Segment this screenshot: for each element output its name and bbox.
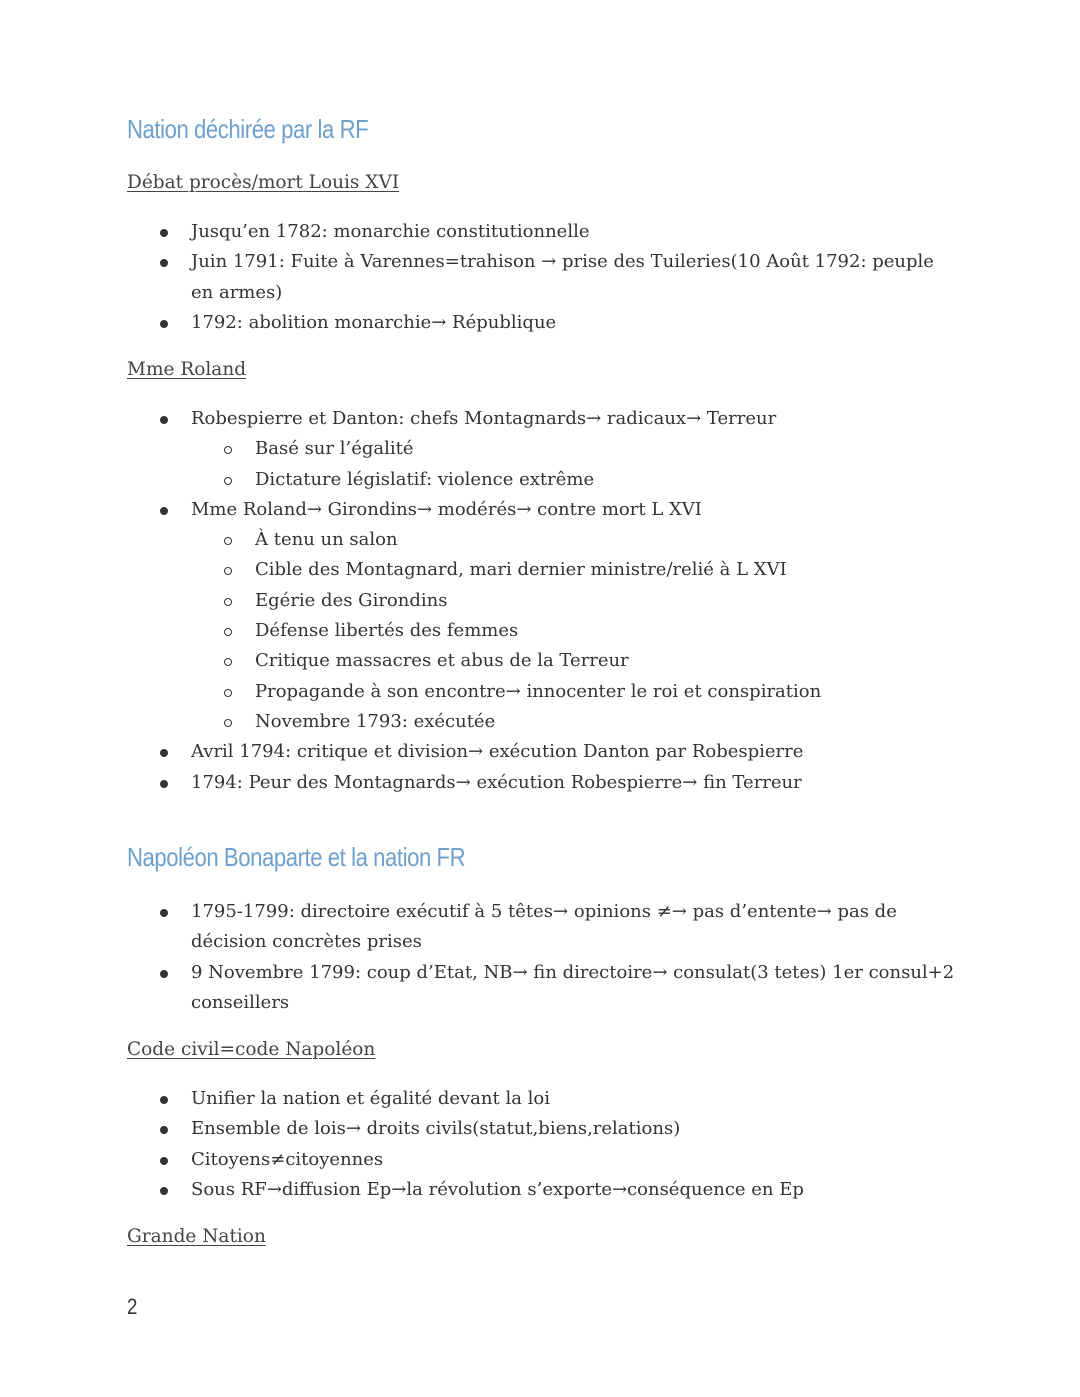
circle-bullet-icon [224, 689, 232, 697]
sub-list-item: Propagande à son encontre→ innocenter le roi et conspiration [191, 677, 957, 707]
list-item: 1794: Peur des Montagnards→ exécution Robespierre→ fin Terreur [127, 768, 957, 798]
sub-list-item: À tenu un salon [191, 525, 957, 555]
subheading-roland: Mme Roland [127, 359, 247, 380]
list-item: Jusqu’en 1782: monarchie constitutionnelle [127, 217, 957, 247]
sub-list-item: Dictature législatif: violence extrême [191, 465, 957, 495]
bullet-icon [160, 1096, 168, 1104]
bullet-icon [160, 1157, 168, 1165]
list-item: 1792: abolition monarchie→ République [127, 308, 957, 338]
circle-bullet-icon [224, 537, 232, 545]
bullet-list-debat [127, 217, 957, 338]
list-item: Avril 1794: critique et division→ exécution Danton par Robespierre [127, 737, 957, 767]
bullet-icon [160, 780, 168, 788]
list-item: Sous RF→diffusion Ep→la révolution s’exporte→conséquence en Ep [127, 1175, 957, 1205]
sub-list-item: Basé sur l’égalité [191, 434, 957, 464]
sub-list-item: Novembre 1793: exécutée [191, 707, 957, 737]
bullet-icon [160, 1187, 168, 1195]
bullet-list-napoleon [127, 897, 957, 1018]
bullet-icon [160, 259, 168, 267]
bullet-list-roland [127, 404, 957, 798]
subheading-debat: Débat procès/mort Louis XVI [127, 172, 400, 193]
list-item: 1795-1799: directoire exécutif à 5 têtes→ opinions ≠→ pas d’entente→ pas de décision concrètes prises [127, 897, 957, 958]
circle-bullet-icon [224, 446, 232, 454]
section-heading-napoleon: Napoléon Bonaparte et la nation FR [127, 842, 466, 872]
sub-list-item: Egérie des Girondins [191, 586, 957, 616]
bullet-list-code-civil [127, 1084, 957, 1205]
sub-list-item: Cible des Montagnard, mari dernier ministre/relié à L XVI [191, 555, 957, 585]
list-item: Unifier la nation et égalité devant la loi [127, 1084, 957, 1114]
list-item: Citoyens≠citoyennes [127, 1145, 957, 1175]
list-item: Ensemble de lois→ droits civils(statut,biens,relations) [127, 1114, 957, 1144]
circle-bullet-icon [224, 628, 232, 636]
list-item: Juin 1791: Fuite à Varennes=trahison → prise des Tuileries(10 Août 1792: peuple en armes) [127, 247, 957, 308]
section-heading-nation: Nation déchirée par la RF [127, 114, 369, 144]
circle-bullet-icon [224, 567, 232, 575]
page-number: 2 [127, 1294, 138, 1319]
sub-list-item: Critique massacres et abus de la Terreur [191, 646, 957, 676]
list-item: 9 Novembre 1799: coup d’Etat, NB→ fin directoire→ consulat(3 tetes) 1er consul+2 conseillers [127, 958, 957, 1019]
bullet-icon [160, 320, 168, 328]
bullet-icon [160, 749, 168, 757]
circle-bullet-icon [224, 719, 232, 727]
subheading-grande-nation: Grande Nation [127, 1226, 266, 1247]
bullet-icon [160, 1126, 168, 1134]
bullet-icon [160, 229, 168, 237]
bullet-icon [160, 416, 168, 424]
sub-list-item: Défense libertés des femmes [191, 616, 957, 646]
bullet-icon [160, 970, 168, 978]
sub-list [191, 434, 957, 495]
list-item: Robespierre et Danton: chefs Montagnards→ radicaux→ Terreur Basé sur l’égalité Dictature législatif: violence extrême [127, 404, 957, 495]
circle-bullet-icon [224, 598, 232, 606]
sub-list [191, 525, 957, 737]
circle-bullet-icon [224, 658, 232, 666]
bullet-icon [160, 507, 168, 515]
list-item: Mme Roland→ Girondins→ modérés→ contre mort L XVI À tenu un salon Cible des Montagnard, mari dernier ministre/relié à L XVI Egérie des Girondins Défense libertés des femmes Critique massacres et abus de la Terreur Propagande à son encontre→ innocenter le roi et conspiration Novembre 1793: exécutée [127, 495, 957, 737]
circle-bullet-icon [224, 477, 232, 485]
subheading-code-civil: Code civil=code Napoléon [127, 1039, 376, 1060]
bullet-icon [160, 909, 168, 917]
